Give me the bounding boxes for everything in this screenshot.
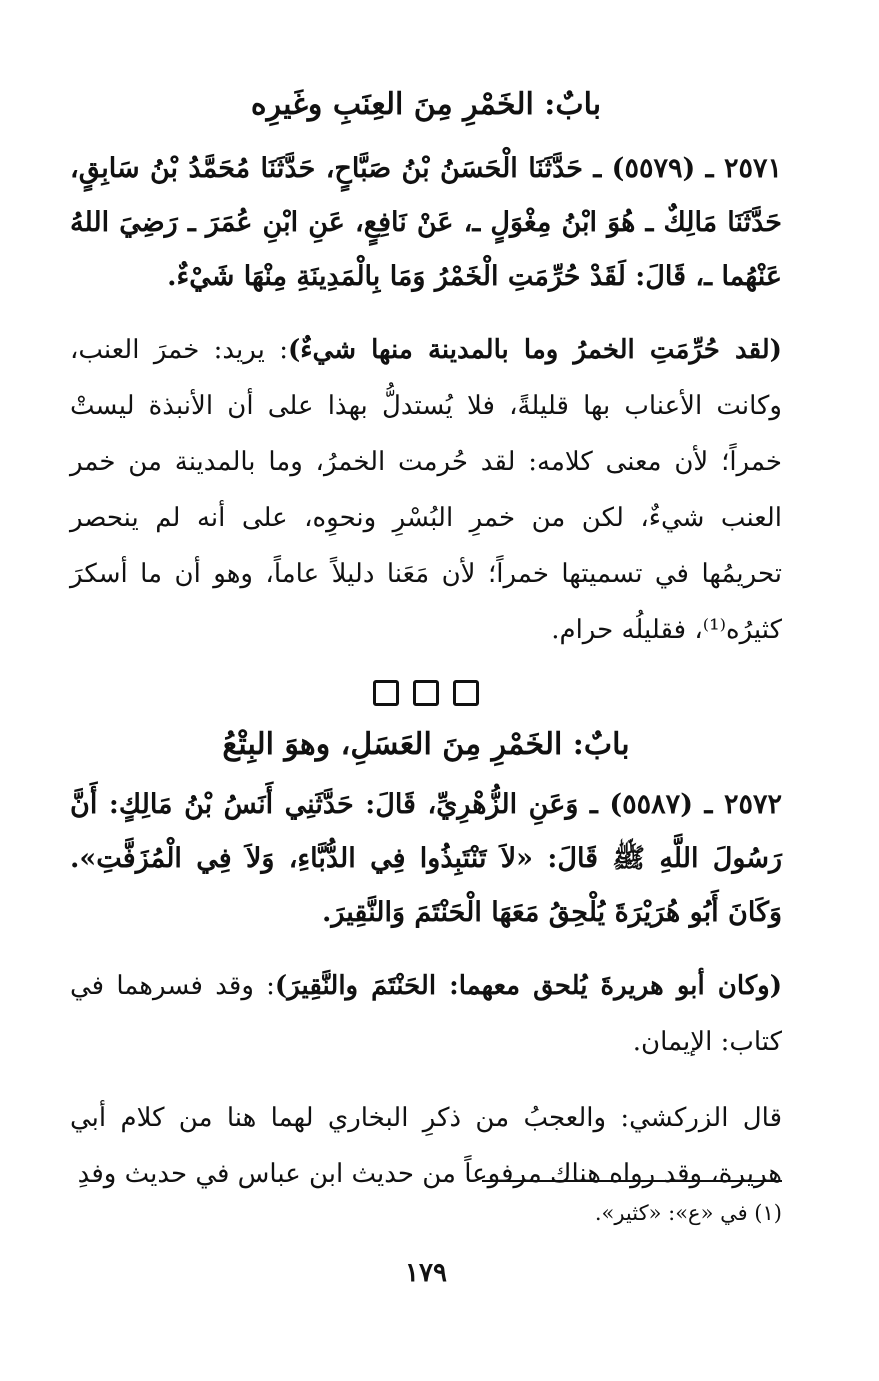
square-ornament-icon [373,680,399,706]
page-number: ١٧٩ [405,1258,447,1288]
square-ornament-icon [413,680,439,706]
commentary-zarkashi: قال الزركشي: والعجبُ من ذكرِ البخاري لهما هنا من كلام أبي هريرة، وقد رواه هناك مرفوعاً من حديث ابن عباس في حديث وفدِ [70,1103,782,1189]
commentary-quote: (لقد حُرِّمَتِ الخمرُ وما بالمدينة منها شيءٌ) [288,335,782,365]
footnote: (١) في «ع»: «كثير». [594,1201,782,1225]
chapter-heading-wine-from-honey: بابٌ: الخَمْرِ مِنَ العَسَلِ، وهوَ البِتْعُ [222,727,630,762]
chapter-heading-wine-from-grapes: بابٌ: الخَمْرِ مِنَ العِنَبِ وغَيرِه [250,87,602,122]
square-ornament-icon [453,680,479,706]
commentary-2572 [70,958,782,1070]
hadith-2572: ٢٥٧٢ ـ (٥٥٨٧) ـ وَعَنِ الزُّهْرِيِّ، قَالَ: حَدَّثَنِي أَنَسُ بْنُ مَالِكٍ: أَنَّ رَسُولَ اللَّهِ ﷺ قَالَ: «لاَ تَنْتَبِذُوا فِي الدُّبَّاءِ، وَلاَ فِي الْمُزَفَّتِ». وَكَانَ أَبُو هُرَيْرَةَ يُلْحِقُ مَعَهَا الْحَنْتَمَ وَالنَّقِيرَ. [70,789,782,928]
hadith-2571: ٢٥٧١ ـ (٥٥٧٩) ـ حَدَّثَنَا الْحَسَنُ بْنُ صَبَّاحٍ، حَدَّثَنَا مُحَمَّدُ بْنُ سَابِقٍ، حَدَّثَنَا مَالِكٌ ـ هُوَ ابْنُ مِغْوَلٍ ـ، عَنْ نَافِعٍ، عَنِ ابْنِ عُمَرَ ـ رَضِيَ اللهُ عَنْهُما ـ، قَالَ: لَقَدْ حُرِّمَتِ الْخَمْرُ وَمَا بِالْمَدِينَةِ مِنْهَا شَيْءٌ. [70,153,782,292]
commentary-2571 [70,322,782,658]
commentary-text: : يريد: خمرَ العنب، وكانت الأعناب بها قليلةً، فلا يُستدلُّ بهذا على أن الأنبذة ليستْ خمراً؛ لأن معنى كلامه: لقد حُرمت الخمرُ، وما بالمدينة من خمر العنب شيءٌ، لكن من خمرِ البُسْرِ ونحوِه، على أنه لم ينحصر تحريمُها في تسميتها خمراً؛ لأن مَعَنا دليلاً عاماً، وهو أن ما أسكرَ كثيرُه⁽¹⁾، فقليلُه حرام. [70,335,782,645]
commentary-quote: (وكان أبو هريرةَ يُلحق معهما: الحَنْتَمَ والنَّقِيرَ) [274,971,782,1001]
commentary-text: : وقد فسرهما في كتاب: الإيمان. [70,971,782,1057]
book-page [70,80,782,1320]
footnote-divider [482,1180,782,1182]
section-divider [70,680,782,706]
